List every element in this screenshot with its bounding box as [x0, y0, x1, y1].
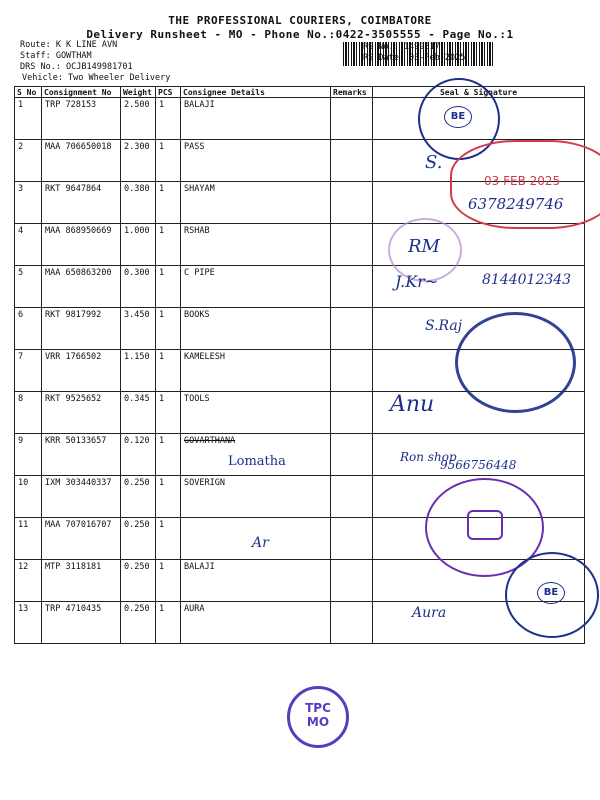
sno: 6 — [15, 308, 42, 350]
remarks — [331, 266, 373, 308]
remarks — [331, 518, 373, 560]
pcs: 1 — [156, 224, 181, 266]
remarks — [331, 350, 373, 392]
signature-row4: RM — [408, 236, 440, 257]
sno: 9 — [15, 434, 42, 476]
remarks — [331, 560, 373, 602]
signature-row6: S.Raj — [425, 318, 463, 334]
pcs: 1 — [156, 560, 181, 602]
sno: 10 — [15, 476, 42, 518]
remarks — [331, 602, 373, 644]
pcs: 1 — [156, 518, 181, 560]
weight: 2.500 — [121, 98, 156, 140]
sno: 13 — [15, 602, 42, 644]
weight: 3.450 — [121, 308, 156, 350]
col-seal: Seal & Signature — [373, 87, 585, 98]
consignee: SOVERIGN — [181, 476, 331, 518]
weight: 0.250 — [121, 602, 156, 644]
sno: 8 — [15, 392, 42, 434]
consignee: BALAJI — [181, 98, 331, 140]
red-date-stamp: 03 FEB 2025 — [450, 140, 600, 229]
header-company: THE PROFESSIONAL COURIERS, COIMBATORE — [168, 14, 432, 27]
tpc-mo-stamp — [287, 686, 349, 748]
handwritten-phone-row3: 6378249746 — [468, 195, 564, 213]
header-subtitle: Delivery Runsheet - MO - Phone No.:0422-3505555 - Page No.:1 — [86, 28, 514, 41]
pcs: 1 — [156, 266, 181, 308]
sno: 12 — [15, 560, 42, 602]
round-stamp-row6 — [455, 312, 576, 413]
weight: 1.000 — [121, 224, 156, 266]
handwritten-note-row9: Ron shop — [400, 450, 457, 464]
remarks — [331, 224, 373, 266]
weight: 0.250 — [121, 518, 156, 560]
weight: 0.250 — [121, 560, 156, 602]
rs-number: RS No.: 1499817 — [363, 42, 440, 52]
consignee: AURA — [181, 602, 331, 644]
pcs: 1 — [156, 182, 181, 224]
sno: 3 — [15, 182, 42, 224]
consignee: SHAYAM — [181, 182, 331, 224]
sno: 7 — [15, 350, 42, 392]
consignee: PASS — [181, 140, 331, 182]
sno: 2 — [15, 140, 42, 182]
weight: 0.120 — [121, 434, 156, 476]
consignee: BALAJI — [181, 560, 331, 602]
weight: 0.300 — [121, 266, 156, 308]
consignment: KRR 50133657 — [42, 434, 121, 476]
consignment: TRP 4710435 — [42, 602, 121, 644]
pcs: 1 — [156, 602, 181, 644]
handwritten-phone-row5: 8144012343 — [482, 272, 572, 288]
consignment: MAA 868950669 — [42, 224, 121, 266]
remarks — [331, 434, 373, 476]
signature-row13: Aura — [412, 605, 447, 621]
consignee: RSHAB — [181, 224, 331, 266]
weight: 0.250 — [121, 476, 156, 518]
tpc-stamp-line1: TPC — [305, 701, 331, 715]
weight: 0.380 — [121, 182, 156, 224]
table-row — [15, 224, 585, 266]
staff-info: Staff: GOWTHAM — [20, 51, 92, 61]
route-info: Route: K K LINE AVN — [20, 40, 118, 50]
sno: 4 — [15, 224, 42, 266]
consignment: VRR 1766502 — [42, 350, 121, 392]
consignment: MAA 706650018 — [42, 140, 121, 182]
col-consignee: Consignee Details — [181, 87, 331, 98]
col-remarks: Remarks — [331, 87, 373, 98]
consignee: GOVARTHANA — [181, 434, 331, 476]
pcs: 1 — [156, 476, 181, 518]
consignment: RKT 9817992 — [42, 308, 121, 350]
sno: 11 — [15, 518, 42, 560]
tpc-stamp-line2: MO — [306, 715, 330, 729]
weight: 2.300 — [121, 140, 156, 182]
consignment: MAA 650863200 — [42, 266, 121, 308]
weight: 1.150 — [121, 350, 156, 392]
consignment: MAA 707016707 — [42, 518, 121, 560]
col-sno: S No — [15, 87, 42, 98]
consignee: BOOKS — [181, 308, 331, 350]
remarks — [331, 476, 373, 518]
remarks — [331, 392, 373, 434]
remarks — [331, 98, 373, 140]
consignment: RKT 9525652 — [42, 392, 121, 434]
col-pcs: PCS — [156, 87, 181, 98]
sno: 5 — [15, 266, 42, 308]
pcs: 1 — [156, 392, 181, 434]
pcs: 1 — [156, 350, 181, 392]
signature-row2: S. — [425, 152, 443, 173]
consignment: RKT 9647864 — [42, 182, 121, 224]
signature-row5: J.Kr~ — [395, 272, 439, 291]
handwritten-phone-row9: 9566756448 — [440, 458, 517, 472]
remarks — [331, 182, 373, 224]
col-weight: Weight — [121, 87, 156, 98]
col-consignment: Consignment No — [42, 87, 121, 98]
pcs: 1 — [156, 140, 181, 182]
rs-date: RS Date: 03-Feb-2025 — [363, 53, 466, 63]
consignment: IXM 303440337 — [42, 476, 121, 518]
vehicle-info: Vehicle: Two Wheeler Delivery — [22, 73, 171, 83]
consignment: MTP 3118181 — [42, 560, 121, 602]
consignee: TOOLS — [181, 392, 331, 434]
consignee: C PIPE — [181, 266, 331, 308]
remarks — [331, 140, 373, 182]
signature-row8: Anu — [390, 392, 435, 417]
be-stamp-top: BE — [418, 78, 500, 160]
weight: 0.345 — [121, 392, 156, 434]
pcs: 1 — [156, 434, 181, 476]
remarks — [331, 308, 373, 350]
signature-row11: Ar — [252, 535, 269, 551]
table-header-row — [15, 87, 585, 98]
consignee: KAMELESH — [181, 350, 331, 392]
sno: 1 — [15, 98, 42, 140]
be-stamp-bottom: BE — [505, 552, 599, 638]
consignment: TRP 728153 — [42, 98, 121, 140]
table-row — [15, 602, 585, 644]
handwritten-name-row9: Lomatha — [228, 454, 286, 469]
pcs: 1 — [156, 98, 181, 140]
pcs: 1 — [156, 308, 181, 350]
drs-info: DRS No.: OCJB149981701 — [20, 62, 133, 72]
